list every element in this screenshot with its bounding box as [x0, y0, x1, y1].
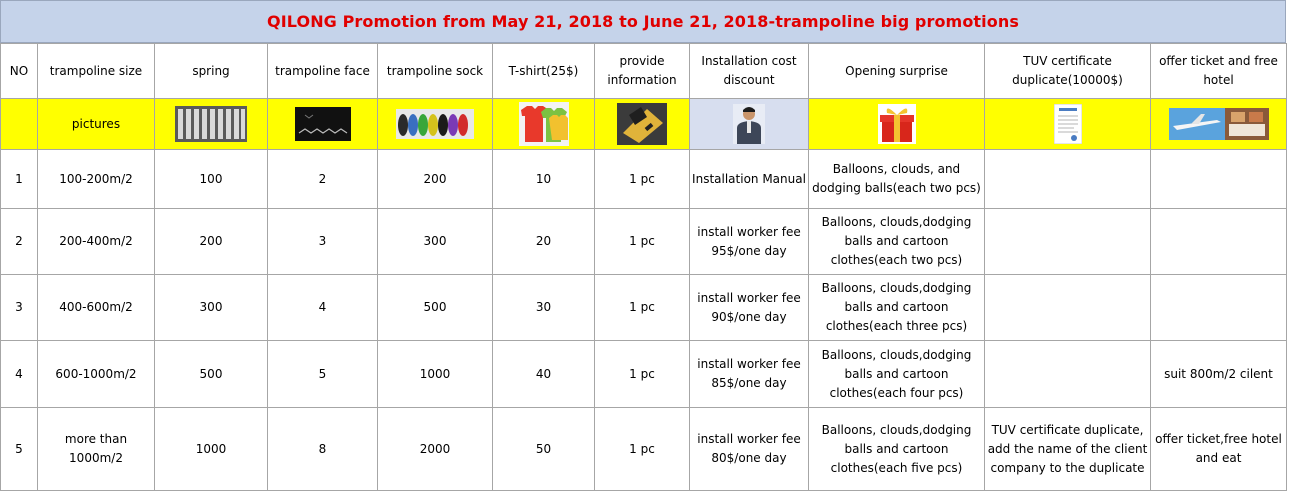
trampoline-mat-photo — [295, 107, 351, 141]
cell-size[interactable]: 600-1000m/2 — [38, 341, 155, 408]
cell-no[interactable]: 1 — [1, 150, 38, 209]
cell-tuv[interactable] — [985, 209, 1151, 275]
airplane-hotel-photo — [1169, 108, 1269, 140]
table-row — [1, 275, 1287, 341]
header-provide-information[interactable]: provide information — [595, 44, 690, 99]
cell-spring[interactable]: 300 — [155, 275, 268, 341]
promotion-table — [0, 43, 1287, 491]
trampoline-socks-photo — [396, 109, 474, 139]
header-tshirt[interactable]: T-shirt(25$) — [493, 44, 595, 99]
cell-face[interactable]: 3 — [268, 209, 378, 275]
table-row — [1, 408, 1287, 491]
cell-ticket[interactable] — [1151, 209, 1287, 275]
header-ticket-hotel[interactable]: offer ticket and free hotel — [1151, 44, 1287, 99]
cell-size[interactable]: 100-200m/2 — [38, 150, 155, 209]
header-opening-surprise[interactable]: Opening surprise — [809, 44, 985, 99]
cell-size[interactable]: 400-600m/2 — [38, 275, 155, 341]
cell-info[interactable]: 1 pc — [595, 209, 690, 275]
pictures-row — [1, 99, 1287, 150]
cell-info[interactable]: 1 pc — [595, 150, 690, 209]
header-tuv-certificate[interactable]: TUV certificate duplicate(10000$) — [985, 44, 1151, 99]
provide-information-cell[interactable] — [595, 99, 690, 150]
cell-size[interactable]: 200-400m/2 — [38, 209, 155, 275]
tshirts-photo — [519, 102, 569, 146]
cell-spring[interactable]: 1000 — [155, 408, 268, 491]
cell-ticket[interactable]: suit 800m/2 cilent — [1151, 341, 1287, 408]
cell-info[interactable]: 1 pc — [595, 341, 690, 408]
cell-ticket[interactable] — [1151, 275, 1287, 341]
pictures-label[interactable]: pictures — [38, 99, 155, 150]
cell-sock[interactable]: 1000 — [378, 341, 493, 408]
cell-surprise[interactable]: Balloons, clouds,dodging balls and cartoon clothes(each four pcs) — [809, 341, 985, 408]
cell-tshirt[interactable]: 30 — [493, 275, 595, 341]
sheet-title: QILONG Promotion from May 21, 2018 to June 21, 2018-trampoline big promotions — [0, 0, 1286, 43]
information-brochure-photo — [617, 103, 667, 145]
trampoline-face-cell[interactable] — [268, 99, 378, 150]
cell-face[interactable]: 4 — [268, 275, 378, 341]
cell-info[interactable]: 1 pc — [595, 408, 690, 491]
cell-spring[interactable]: 100 — [155, 150, 268, 209]
cell-surprise[interactable]: Balloons, clouds,dodging balls and cartoon clothes(each five pcs) — [809, 408, 985, 491]
header-trampoline-sock[interactable]: trampoline sock — [378, 44, 493, 99]
cell-tshirt[interactable]: 10 — [493, 150, 595, 209]
cell-install[interactable]: Installation Manual — [690, 150, 809, 209]
cell-install[interactable]: install worker fee 95$/one day — [690, 209, 809, 275]
pictures-no-cell[interactable] — [1, 99, 38, 150]
gift-box-photo — [878, 104, 916, 144]
ticket-hotel-cell[interactable] — [1151, 99, 1287, 150]
header-trampoline-face[interactable]: trampoline face — [268, 44, 378, 99]
cell-face[interactable]: 2 — [268, 150, 378, 209]
cell-tshirt[interactable]: 40 — [493, 341, 595, 408]
cell-face[interactable]: 8 — [268, 408, 378, 491]
trampoline-sock-cell[interactable] — [378, 99, 493, 150]
cell-sock[interactable]: 200 — [378, 150, 493, 209]
installer-cell[interactable] — [690, 99, 809, 150]
cell-tuv[interactable] — [985, 275, 1151, 341]
table-row — [1, 341, 1287, 408]
cell-no[interactable]: 3 — [1, 275, 38, 341]
cell-size[interactable]: more than 1000m/2 — [38, 408, 155, 491]
tshirt-cell[interactable] — [493, 99, 595, 150]
cell-no[interactable]: 4 — [1, 341, 38, 408]
tuv-certificate-cell[interactable] — [985, 99, 1151, 150]
opening-surprise-cell[interactable] — [809, 99, 985, 150]
cell-face[interactable]: 5 — [268, 341, 378, 408]
cell-tuv[interactable] — [985, 341, 1151, 408]
cell-spring[interactable]: 500 — [155, 341, 268, 408]
cell-tshirt[interactable]: 20 — [493, 209, 595, 275]
cell-install[interactable]: install worker fee 85$/one day — [690, 341, 809, 408]
cell-sock[interactable]: 500 — [378, 275, 493, 341]
springs-photo — [175, 106, 247, 142]
cell-surprise[interactable]: Balloons, clouds,dodging balls and cartoon clothes(each two pcs) — [809, 209, 985, 275]
cell-tuv[interactable]: TUV certificate duplicate, add the name of the client company to the duplicate — [985, 408, 1151, 491]
cell-info[interactable]: 1 pc — [595, 275, 690, 341]
cell-sock[interactable]: 2000 — [378, 408, 493, 491]
header-row — [1, 44, 1287, 99]
header-installation-cost[interactable]: Installation cost discount — [690, 44, 809, 99]
table-row — [1, 209, 1287, 275]
cell-ticket[interactable] — [1151, 150, 1287, 209]
tuv-certificate-photo — [1054, 104, 1082, 144]
header-spring[interactable]: spring — [155, 44, 268, 99]
cell-install[interactable]: install worker fee 90$/one day — [690, 275, 809, 341]
installer-worker-photo — [733, 104, 765, 144]
cell-tshirt[interactable]: 50 — [493, 408, 595, 491]
cell-tuv[interactable] — [985, 150, 1151, 209]
table-row — [1, 150, 1287, 209]
header-no[interactable]: NO — [1, 44, 38, 99]
cell-surprise[interactable]: Balloons, clouds,dodging balls and cartoon clothes(each three pcs) — [809, 275, 985, 341]
cell-surprise[interactable]: Balloons, clouds, and dodging balls(each two pcs) — [809, 150, 985, 209]
cell-ticket[interactable]: offer ticket,free hotel and eat — [1151, 408, 1287, 491]
header-trampoline-size[interactable]: trampoline size — [38, 44, 155, 99]
cell-spring[interactable]: 200 — [155, 209, 268, 275]
cell-no[interactable]: 2 — [1, 209, 38, 275]
springs-cell[interactable] — [155, 99, 268, 150]
cell-sock[interactable]: 300 — [378, 209, 493, 275]
cell-no[interactable]: 5 — [1, 408, 38, 491]
cell-install[interactable]: install worker fee 80$/one day — [690, 408, 809, 491]
